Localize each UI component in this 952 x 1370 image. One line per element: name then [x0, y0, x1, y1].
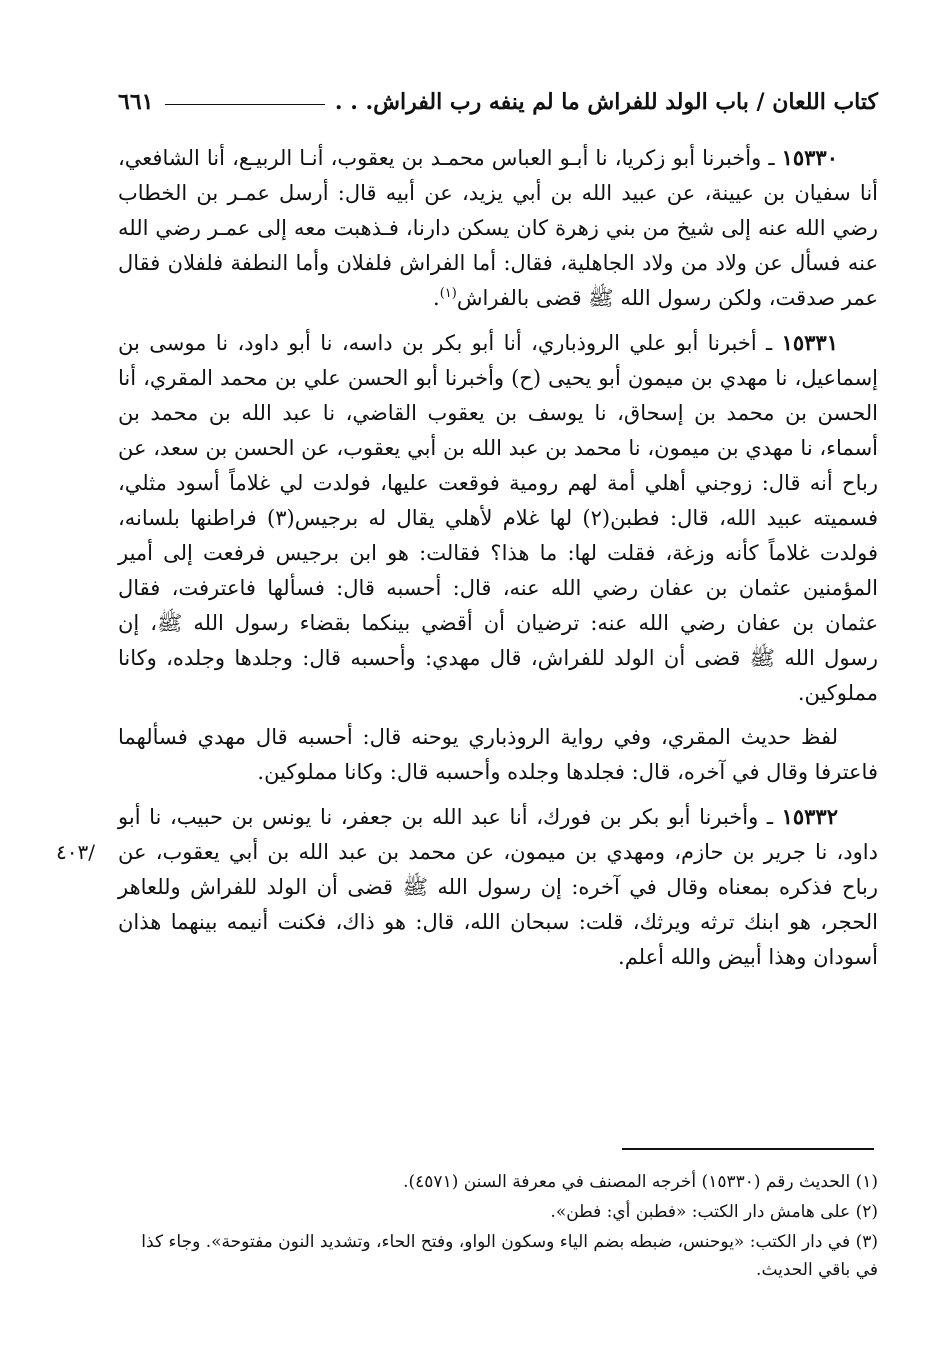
manuscript-folio-marker: ٤٠٣/	[56, 840, 95, 864]
hadith-text: ـ وأخبرنا أبو بكر بن فورك، أنا عبد الله بن جعفر، نا يونس بن حبيب، نا أبو داود، نا جرير بن حازم، ومهدي بن ميمون، عن محمد بن عبد الله بن أبي يعقوب، عن رباح فذكره بمعناه وقال في آخره: إن رسول الله ﷺ قضى أن الولد للفراش وللعاهر الحجر، هو ابنك ترثه ويرثك، قلت: سبحان الله، قال: هو ذاك، فكنت أنيمه بينهما هذان أسودان وهذا أبيض والله أعلم.	[118, 805, 878, 969]
hadith-15332	[118, 799, 878, 975]
main-text	[118, 140, 878, 984]
hadith-15330	[118, 140, 878, 316]
hadith-15331	[118, 325, 878, 711]
hadith-text: ـ أخبرنا أبو علي الروذباري، أنا أبو بكر بن داسه، نا أبو داود، نا موسى بن إسماعيل، نا مهدي بن ميمون أبو يحيى (ح) وأخبرنا أبو الحسن علي بن محمد المقري، أنا الحسن بن محمد بن إسحاق، نا يوسف بن يعقوب القاضي، نا عبد الله بن محمد بن أسماء، نا مهدي بن ميمون، نا محمد بن عبد الله بن أبي يعقوب، عن الحسن بن سعد، عن رباح أنه قال: زوجني أهلي أمة لهم رومية فوقعت عليها، فولدت لي غلاماً أسود مثلي، فسميته عبيد الله، قال: فطبن(٢) لها غلام لأهلي يقال له برجيس(٣) فراطنها بلسانه، فولدت غلاماً كأنه وزغة، فقلت لها: ما هذا؟ فقالت: هو ابن برجيس فرفعت إلى أمير المؤمنين عثمان بن عفان رضي الله عنه، قال: أحسبه قال: فسألها فاعترفت، فقال عثمان بن عفان رضي الله عنه: ترضيان أن أقضي بينكما بقضاء رسول الله ﷺ، إن رسول الله ﷺ قضى أن الولد للفراش، قال مهدي: وأحسبه قال: وجلدها وجلده، وكانا مملوكين.	[118, 331, 878, 705]
commentary-text: لفظ حديث المقري، وفي رواية الروذباري يوحنه قال: أحسبه قال مهدي فسألهما فاعترفا وقال في آخره، قال: فجلدها وجلده وأحسبه قال: وكانا مملوكين.	[118, 725, 878, 784]
footnote-separator	[622, 1148, 874, 1150]
hadith-number: ١٥٣٣٢	[781, 804, 838, 829]
running-header	[118, 82, 878, 122]
hadith-end: .	[433, 286, 440, 310]
commentary-paragraph	[118, 720, 878, 790]
footnotes	[118, 1166, 878, 1286]
header-rule	[165, 104, 324, 105]
page-number: ٦٦١	[118, 89, 154, 115]
footnote-ref: (١)	[439, 286, 457, 301]
hadith-text: ـ وأخبرنا أبو زكريا، نا أبـو العباس محمـد بن يعقوب، أنـا الربيـع، أنا الشافعي، أنا سفيان بن عيينة، عن عبيد الله بن أبي يزيد، عن أبيه قال: أرسل عمـر بن الخطاب رضي الله عنه إلى شيخ من بني زهرة كان يسكن دارنا، فـذهبت معه إلى عمـر رضي الله عنه فسأل عن ولاد من ولاد الجاهلية، فقال: أما الفراش فلفلان وأما النطفة فلفلان فقال عمر صدقت، ولكن رسول الله ﷺ قضى بالفراش	[118, 146, 878, 310]
header-title: كتاب اللعان / باب الولد للفراش ما لم ينفه رب الفراش. . .	[334, 89, 878, 115]
hadith-number: ١٥٣٣٠	[781, 145, 838, 170]
hadith-number: ١٥٣٣١	[781, 330, 838, 355]
footnote-1: (١) الحديث رقم (١٥٣٣٠) أخرجه المصنف في معرفة السنن (٤٥٧١).	[403, 1172, 878, 1192]
footnote-3: (٣) في دار الكتب: «يوحنس، ضبطه بضم الياء وسكون الواو، وفتح الحاء، وتشديد النون مفتوحة». وجاء كذا في باقي الحديث.	[141, 1232, 878, 1280]
footnote-2: (٢) على هامش دار الكتب: «فطبن أي: فطن».	[550, 1202, 878, 1222]
